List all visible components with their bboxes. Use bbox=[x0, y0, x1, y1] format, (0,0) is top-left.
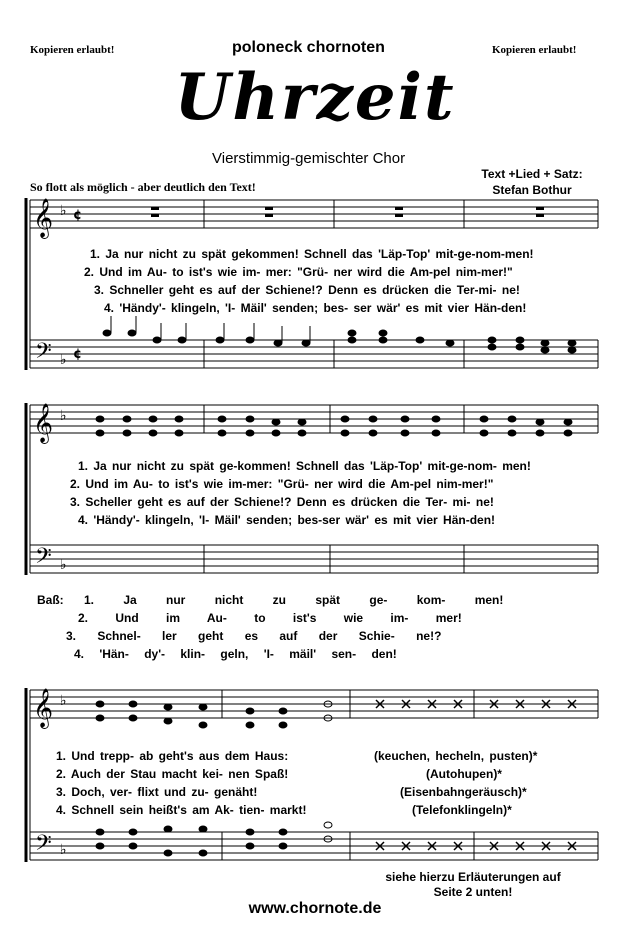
bass-clef-icon: 𝄢 bbox=[35, 544, 52, 574]
lyric-s3-v1: 1. Und trepp- ab geht's aus dem Haus: bbox=[56, 749, 289, 763]
staff-system1-treble bbox=[30, 200, 598, 228]
lyric-s1-v4: 4. 'Händy'- klingeln, 'I- Mäil' senden; bes- ser wär' es mit vier Hän-den! bbox=[104, 301, 527, 315]
treble-clef-icon: 𝄞 bbox=[33, 688, 54, 728]
staff-system2-bass bbox=[30, 545, 598, 573]
lyric-s2-v1: 1. Ja nur nicht zu spät ge-kommen! Schnell das 'Läp-Top' mit-ge-nom- men! bbox=[78, 459, 531, 473]
cut-time-icon: ¢ bbox=[73, 208, 83, 223]
flat-icon: ♭ bbox=[60, 408, 67, 424]
effect-v3: (Eisenbahngeräusch)* bbox=[400, 785, 527, 799]
bass-lyric-v4: 4. 'Hän- dy'- klin- geln, 'I- mäil' sen- den! bbox=[74, 647, 397, 661]
footer-url[interactable]: www.chornote.de bbox=[248, 900, 382, 917]
credits-label: Text +Lied + Satz: bbox=[481, 167, 583, 181]
lyric-s1-v1: 1. Ja nur nicht zu spät gekommen! Schnell das 'Läp-Top' mit-ge-nom-men! bbox=[90, 247, 534, 261]
credits-name: Stefan Bothur bbox=[492, 183, 572, 197]
copy-notice-left: Kopieren erlaubt! bbox=[30, 44, 115, 56]
lyric-s1-v2: 2. Und im Au- to ist's wie im- mer: "Grü- ner wird die Am-pel nim-mer!" bbox=[84, 265, 513, 279]
staff-system3-treble bbox=[30, 690, 598, 718]
copy-notice-right: Kopieren erlaubt! bbox=[492, 44, 577, 56]
treble-clef-icon: 𝄞 bbox=[33, 403, 54, 443]
effect-v1: (keuchen, hecheln, pusten)* bbox=[374, 749, 538, 763]
effect-v4: (Telefonklingeln)* bbox=[412, 803, 512, 817]
explanation-line1: siehe hierzu Erläuterungen auf bbox=[385, 870, 561, 884]
lyric-s2-v4: 4. 'Händy'- klingeln, 'I- Mäil' senden; bes-ser wär' es mit vier Hän-den! bbox=[78, 513, 496, 527]
lyric-s1-v3: 3. Schneller geht es auf der Schiene!? Denn es drücken die Ter-mi- ne! bbox=[94, 283, 520, 297]
lyric-s2-v3: 3. Scheller geht es auf der Schiene!? Denn es drücken die Ter- mi- ne! bbox=[70, 495, 494, 509]
bass-label: Baß: bbox=[37, 593, 64, 607]
lyric-s3-v3: 3. Doch, ver- flixt und zu- genäht! bbox=[56, 785, 258, 799]
tempo-marking: So flott als möglich - aber deutlich den Text! bbox=[30, 180, 256, 194]
bass-clef-icon: 𝄢 bbox=[35, 339, 52, 369]
song-title: Uhrzeit bbox=[174, 60, 456, 135]
bass-clef-icon: 𝄢 bbox=[35, 831, 52, 861]
flat-icon: ♭ bbox=[60, 557, 67, 573]
effect-v2: (Autohupen)* bbox=[426, 767, 502, 781]
lyric-s2-v2: 2. Und im Au- to ist's wie im-mer: "Grü- ner wird die Am-pel nim-mer!" bbox=[70, 477, 494, 491]
bass-lyric-v2: 2. Und im Au- to ist's wie im- mer! bbox=[78, 611, 462, 625]
explanation-line2: Seite 2 unten! bbox=[433, 885, 513, 899]
publisher-name: poloneck chornoten bbox=[232, 39, 385, 56]
explanation-note bbox=[368, 870, 578, 900]
flat-icon: ♭ bbox=[60, 203, 67, 219]
lyric-s3-v4: 4. Schnell sein heißt's am Ak- tien- markt! bbox=[56, 803, 307, 817]
bass-lyric-v3: 3. Schnel- ler geht es auf der Schie- ne!? bbox=[66, 629, 442, 643]
flat-icon: ♭ bbox=[60, 352, 67, 368]
lyric-s3-v2: 2. Auch der Stau macht kei- nen Spaß! bbox=[56, 767, 289, 781]
flat-icon: ♭ bbox=[60, 693, 67, 709]
bass-lyric-v1: 1. Ja nur nicht zu spät ge- kom- men! bbox=[84, 593, 504, 607]
staff-system3-bass bbox=[30, 832, 598, 860]
song-subtitle: Vierstimmig-gemischter Chor bbox=[212, 150, 406, 167]
notes-system3-treble bbox=[96, 701, 332, 728]
staff-system1-bass bbox=[30, 340, 598, 368]
treble-clef-icon: 𝄞 bbox=[33, 198, 54, 238]
cut-time-icon: ¢ bbox=[73, 347, 83, 362]
flat-icon: ♭ bbox=[60, 842, 67, 858]
